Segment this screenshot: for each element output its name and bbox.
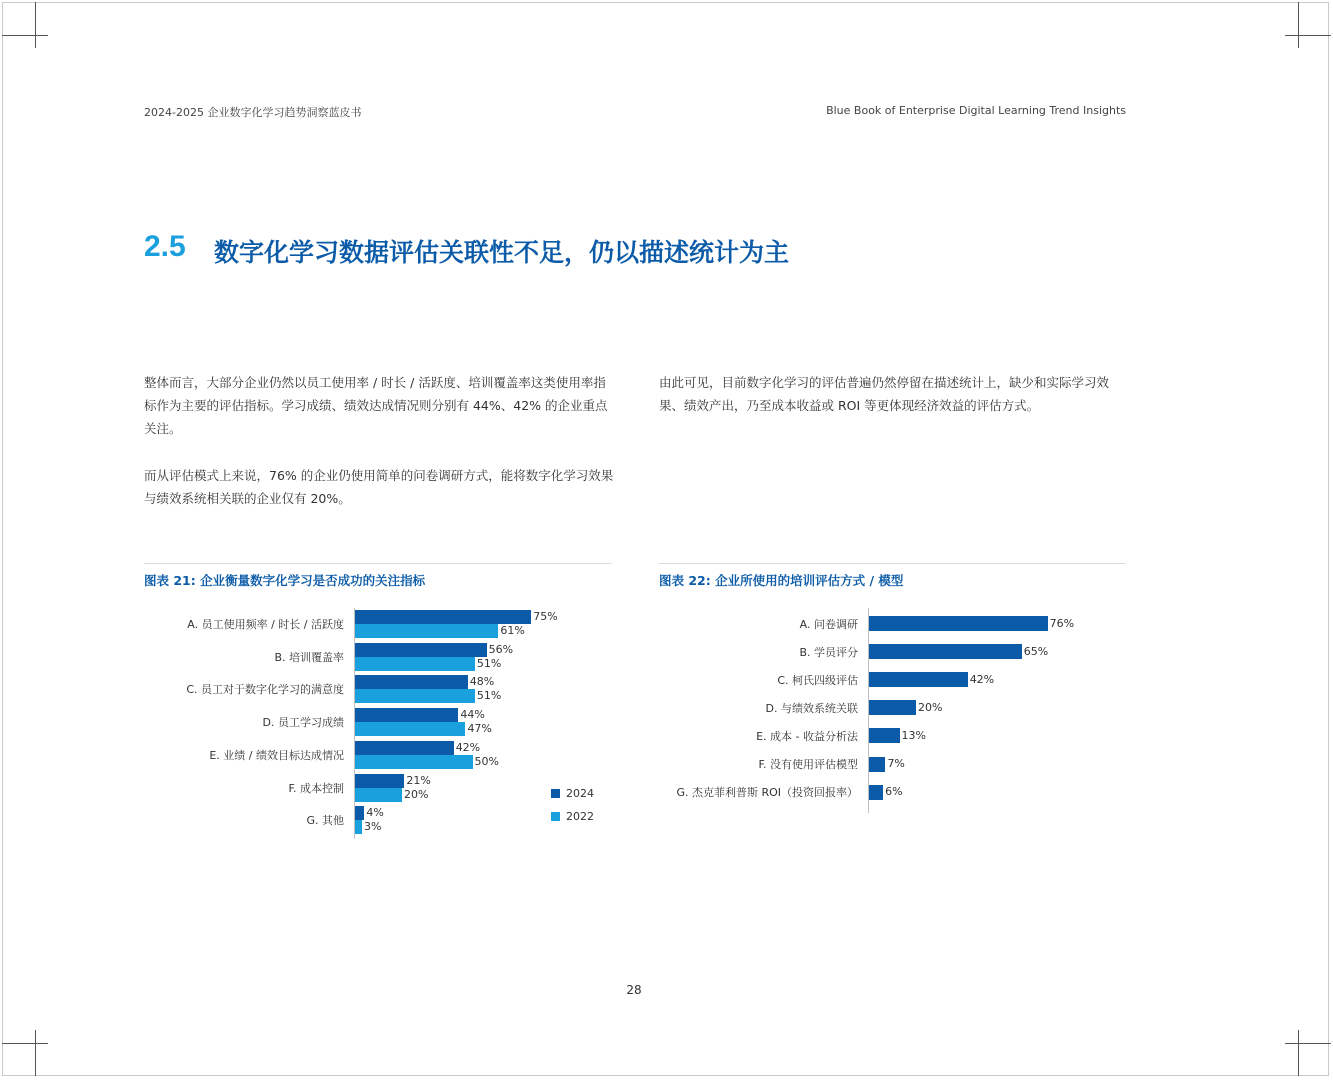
data-label: 76%	[1049, 616, 1075, 630]
data-label: 51%	[476, 689, 502, 703]
running-header-right: Blue Book of Enterprise Digital Learning Trend Insights	[826, 104, 1126, 117]
bar-2022	[355, 657, 475, 671]
legend-swatch-2022	[551, 812, 560, 821]
crop-mark	[35, 1030, 36, 1076]
data-label: 3%	[364, 820, 382, 834]
category-label: G. 杰克菲利普斯 ROI（投资回报率）	[676, 786, 858, 800]
data-label: 20%	[404, 787, 429, 801]
category-label: A. 问卷调研	[799, 617, 858, 631]
bar-2024	[355, 610, 531, 624]
left-paragraph-2: 而从评估模式上来说，76% 的企业仍使用简单的问卷调研方式，能将数字化学习效果与绩效系统相关联的企业仅有 20%。	[144, 468, 614, 506]
legend-label-2022: 2022	[566, 810, 594, 823]
legend-item-2022	[551, 810, 594, 823]
crop-mark	[35, 2, 36, 48]
bar-series	[869, 616, 1048, 631]
chart21-title: 图表 21: 企业衡量数字化学习是否成功的关注指标	[144, 573, 426, 588]
bar-2024	[355, 741, 454, 755]
chart22-rule	[659, 563, 1126, 564]
legend-swatch-2024	[551, 789, 560, 798]
bar-2024	[355, 806, 364, 820]
data-label: 47%	[467, 722, 492, 736]
data-label: 51%	[476, 656, 502, 670]
running-header-left: 2024-2025 企业数字化学习趋势洞察蓝皮书	[144, 106, 362, 119]
category-label: D. 员工学习成绩	[262, 716, 344, 730]
data-label: 75%	[533, 610, 558, 623]
bar-series	[869, 757, 885, 772]
section-number: 2.5	[144, 230, 186, 263]
page-number: 28	[626, 983, 642, 997]
category-label: B. 学员评分	[799, 645, 858, 659]
data-label: 7%	[887, 757, 905, 770]
bar-2024	[355, 675, 468, 689]
left-paragraph-1: 整体而言，大部分企业仍然以员工使用率 / 时长 / 活跃度、培训覆盖率这类使用率指标作为主要的评估指标。学习成绩、绩效达成情况则分别有 44%、42% 的企业重点关注。	[144, 375, 608, 436]
data-label: 21%	[406, 773, 431, 787]
bar-2022	[355, 689, 475, 703]
bar-2024	[355, 643, 487, 657]
data-label: 4%	[366, 806, 384, 820]
data-label: 42%	[455, 740, 481, 754]
bar-2022	[355, 624, 498, 638]
data-label: 50%	[474, 754, 499, 768]
bar-series	[869, 672, 968, 687]
category-label: B. 培训覆盖率	[274, 650, 344, 664]
crop-mark	[2, 35, 48, 36]
crop-mark	[1298, 1030, 1299, 1076]
chart22	[662, 608, 1122, 808]
data-label: 20%	[918, 700, 943, 714]
bar-2024	[355, 774, 404, 788]
crop-mark	[1285, 1043, 1331, 1044]
crop-mark	[1298, 2, 1299, 48]
category-label: C. 柯氏四级评估	[777, 673, 858, 687]
crop-mark	[2, 1043, 48, 1044]
data-label: 56%	[488, 642, 514, 656]
page-border	[2, 2, 1329, 1076]
category-label: E. 成本 - 收益分析法	[756, 729, 858, 743]
right-paragraph-1: 由此可见，目前数字化学习的评估普遍仍然停留在描述统计上，缺少和实际学习效果、绩效产出，乃至成本收益或 ROI 等更体现经济效益的评估方式。	[659, 375, 1110, 413]
data-label: 13%	[901, 728, 926, 742]
bar-2022	[355, 820, 362, 834]
category-label: G. 其他	[306, 814, 344, 828]
data-label: 44%	[460, 708, 485, 722]
chart22-title: 图表 22: 企业所使用的培训评估方式 / 模型	[659, 573, 904, 588]
section-title: 数字化学习数据评估关联性不足，仍以描述统计为主	[214, 238, 790, 267]
crop-mark	[1285, 35, 1331, 36]
bar-series	[869, 785, 883, 800]
bar-series	[869, 644, 1022, 659]
bar-2022	[355, 788, 402, 802]
legend-item-2024	[551, 787, 594, 800]
bar-2022	[355, 755, 473, 769]
data-label: 48%	[469, 675, 495, 689]
bar-2022	[355, 722, 465, 736]
data-label: 6%	[885, 785, 903, 799]
chart21	[150, 608, 610, 840]
data-label: 42%	[969, 672, 995, 686]
category-label: D. 与绩效系统关联	[765, 701, 858, 715]
chart21-rule	[144, 563, 612, 564]
bar-2024	[355, 708, 458, 722]
legend-label-2024: 2024	[566, 787, 594, 800]
category-label: F. 成本控制	[288, 781, 344, 795]
data-label: 61%	[500, 624, 525, 637]
category-label: A. 员工使用频率 / 时长 / 活跃度	[187, 618, 344, 631]
category-label: E. 业绩 / 绩效目标达成情况	[209, 748, 344, 762]
bar-series	[869, 700, 916, 715]
bar-series	[869, 728, 900, 743]
category-label: F. 没有使用评估模型	[758, 758, 858, 771]
data-label: 65%	[1023, 644, 1049, 658]
category-label: C. 员工对于数字化学习的满意度	[186, 683, 344, 697]
